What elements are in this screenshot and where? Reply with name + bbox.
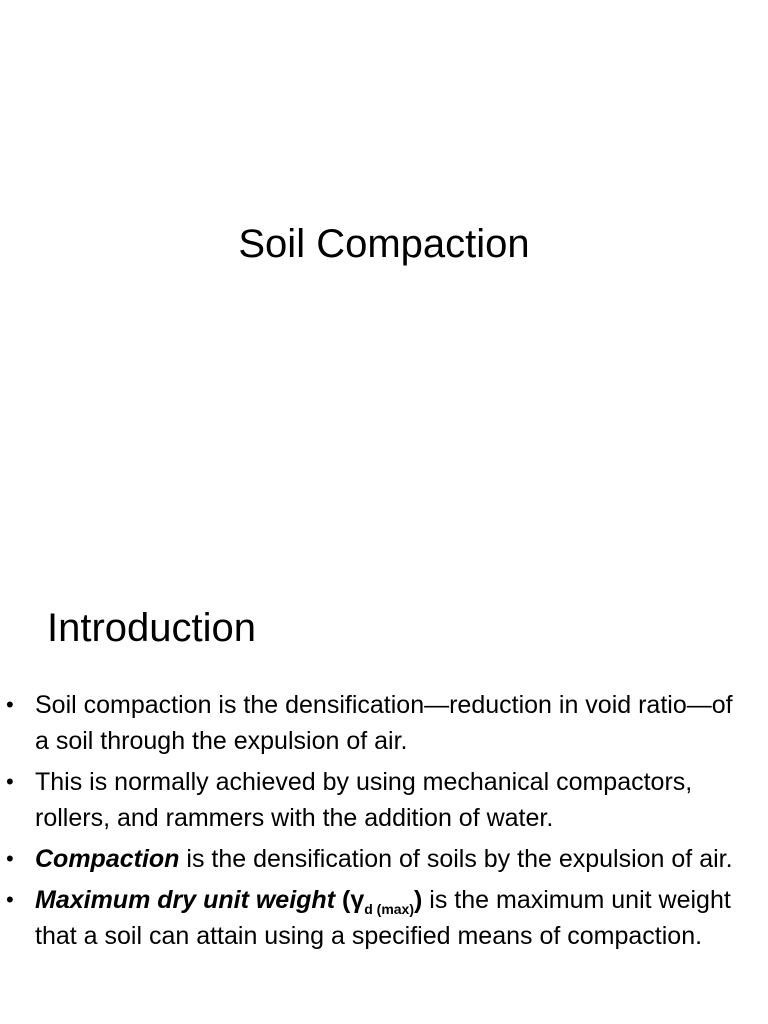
slide-title: Soil Compaction: [238, 222, 530, 266]
bullet-text: This is normally achieved by using mechanical compactors, rollers, and rammers with the addition of water.: [35, 768, 693, 832]
close-paren: ): [414, 886, 423, 914]
open-paren: (: [335, 886, 351, 914]
term-max-dry-unit-weight: Maximum dry unit weight: [35, 886, 336, 914]
term-compaction: Compaction: [35, 845, 180, 873]
bullet-text: Soil compaction is the densification—reduction in void ratio—of a soil through the expulsion of air.: [35, 691, 733, 755]
bullet-text: is the densification of soils by the expulsion of air.: [179, 845, 733, 873]
introduction-slide: [0, 576, 768, 1024]
bullet-item: [0, 687, 768, 759]
bullet-dot-icon: •: [6, 846, 14, 871]
bullet-item: [0, 764, 768, 836]
bullet-text: is the maximum unit weight that a soil can attain using a specified means of compaction.: [35, 886, 731, 950]
gamma-subscript: d (max): [364, 901, 415, 917]
bullet-item: [0, 841, 768, 877]
bullet-list: [0, 687, 768, 959]
bullet-dot-icon: •: [6, 769, 14, 794]
gamma-symbol: γ: [350, 886, 365, 914]
bullet-dot-icon: •: [6, 692, 14, 717]
bullet-item: [0, 882, 768, 954]
section-heading: Introduction: [47, 606, 257, 650]
bullet-dot-icon: •: [6, 887, 14, 912]
